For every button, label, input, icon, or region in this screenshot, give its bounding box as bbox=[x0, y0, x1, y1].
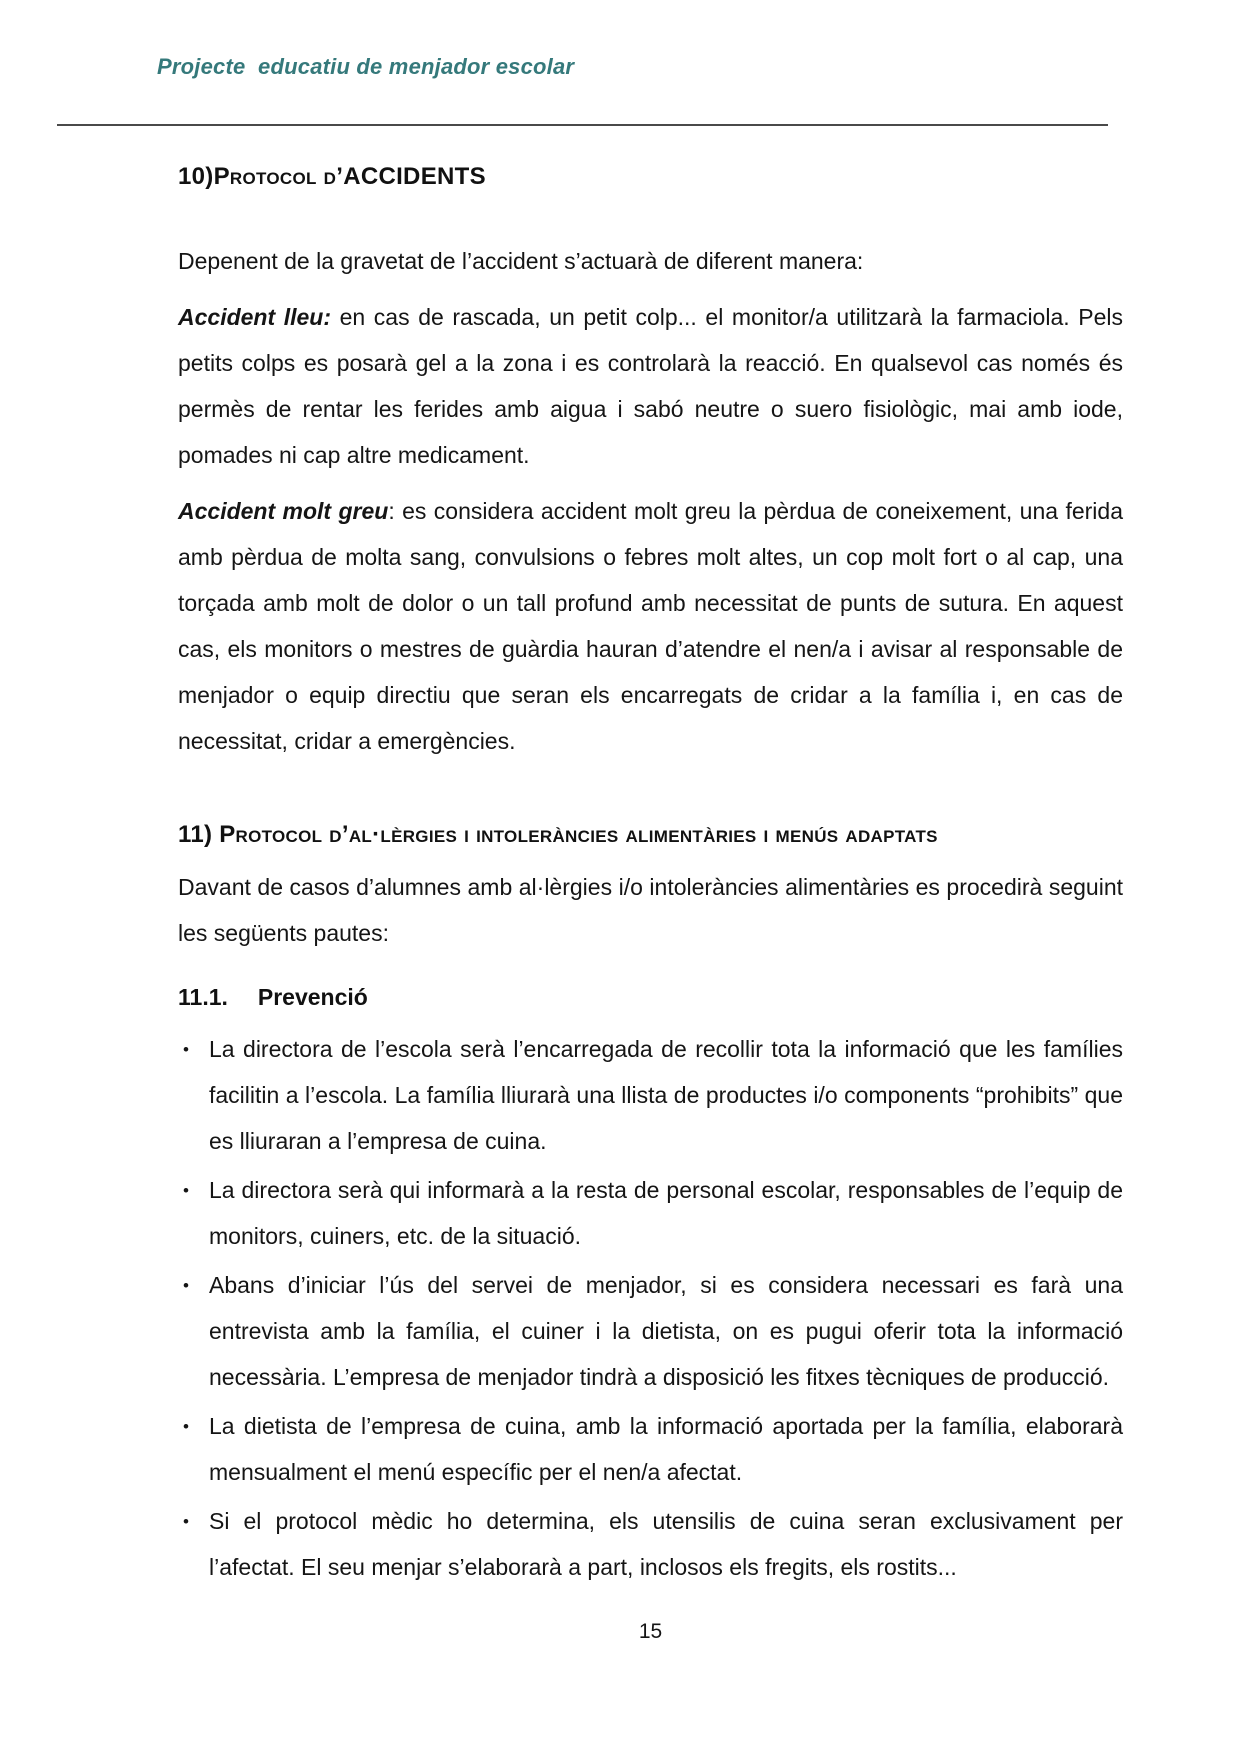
page-number: 15 bbox=[638, 1620, 663, 1643]
page-content bbox=[178, 152, 1123, 1593]
accident-lleu-paragraph bbox=[178, 294, 1123, 478]
list-item: • La directora de l’escola serà l’encarregada de recollir tota la informació que les famílies facilitin a l’escola. La família lliurarà una llista de productes i/o components “prohibits” que es lliuraran a l’empresa de cuina. bbox=[209, 1026, 1123, 1164]
list-item: • Si el protocol mèdic ho determina, els utensilis de cuina seran exclusivament per l’afectat. El seu menjar s’elaborarà a part, inclosos els fregits, els rostits... bbox=[209, 1498, 1123, 1590]
section-10-heading: 10)Protocol d’ACCIDENTS bbox=[178, 163, 486, 190]
accident-greu-text: : es considera accident molt greu la pèrdua de coneixement, una ferida amb pèrdua de molta sang, convulsions o febres molt altes, un cop molt fort o al cap, una torçada amb molt de dolor o un tall profund amb necessitat de punts de sutura. En aquest cas, els monitors o mestres de guàrdia hauran d’atendre el nen/a i avisar al responsable de menjador o equip directiu que seran els encarregats de cridar a la família i, en cas de necessitat, cridar a emergències. bbox=[178, 498, 1123, 754]
prevention-bullet-list bbox=[178, 1026, 1123, 1590]
accident-greu-paragraph bbox=[178, 488, 1123, 764]
list-item: • La dietista de l’empresa de cuina, amb la informació aportada per la família, elaborarà mensualment el menú específic per el nen/a afectat. bbox=[209, 1403, 1123, 1495]
section-10-intro: Depenent de la gravetat de l’accident s’actuarà de diferent manera: bbox=[178, 248, 864, 274]
accident-greu-label: Accident molt greu bbox=[178, 498, 389, 524]
section-11-heading: 11) Protocol d’al·lèrgies i intoleràncies alimentàries i menús adaptats bbox=[178, 821, 938, 848]
section-11-1-number: 11.1. bbox=[178, 984, 228, 1010]
section-11-1-heading bbox=[178, 982, 1123, 1012]
accident-lleu-text: en cas de rascada, un petit colp... el monitor/a utilitzarà la farmaciola. Pels petits colps es posarà gel a la zona i es controlarà la reacció. En qualsevol cas només és permès de rentar les ferides amb aigua i sabó neutre o suero fisiològic, mai amb iode, pomades ni cap altre medicament. bbox=[178, 304, 1123, 468]
accident-lleu-label: Accident lleu: bbox=[178, 304, 332, 330]
list-item: • Abans d’iniciar l’ús del servei de menjador, si es considera necessari es farà una entrevista amb la família, el cuiner i la dietista, on es pugui oferir tota la informació necessària. L’empresa de menjador tindrà a disposició les fitxes tècniques de producció. bbox=[209, 1262, 1123, 1400]
section-11-1-title: Prevenció bbox=[257, 984, 368, 1010]
section-11-intro: Davant de casos d’alumnes amb al·lèrgies i/o intoleràncies alimentàries es procedirà seguint les següents pautes: bbox=[178, 874, 1123, 946]
running-header-title: Projecte educatiu de menjador escolar bbox=[157, 54, 575, 79]
header-rule bbox=[57, 124, 1108, 126]
list-item: • La directora serà qui informarà a la resta de personal escolar, responsables de l’equip de monitors, cuiners, etc. de la situació. bbox=[209, 1167, 1123, 1259]
